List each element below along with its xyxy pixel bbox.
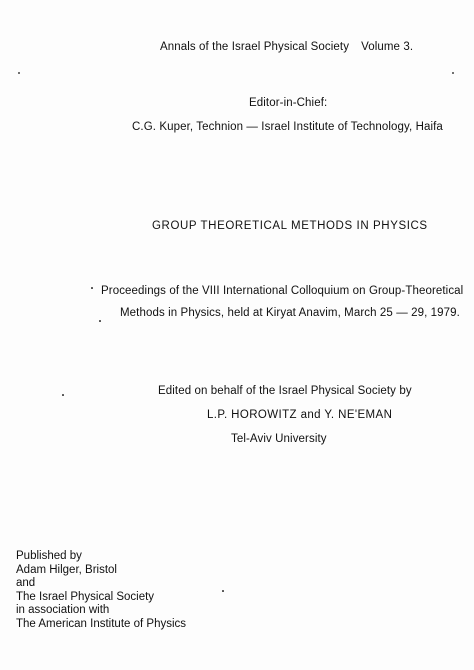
- scan-speck: [99, 320, 101, 322]
- scan-speck: [62, 394, 64, 396]
- publisher-line: in association with: [16, 604, 110, 617]
- scan-speck: [91, 287, 93, 289]
- scan-speck: [222, 590, 224, 592]
- scan-speck: [452, 72, 454, 74]
- book-title: GROUP THEORETICAL METHODS IN PHYSICS: [152, 220, 428, 232]
- edited-by-line: Edited on behalf of the Israel Physical Society by: [158, 385, 412, 397]
- publisher-line: and: [16, 577, 36, 590]
- editor-in-chief-label: Editor-in-Chief:: [249, 97, 328, 109]
- publisher-line: The American Institute of Physics: [16, 617, 187, 630]
- editor-in-chief-name: C.G. Kuper, Technion — Israel Institute of Technology, Haifa: [132, 121, 443, 133]
- publisher-line: The Israel Physical Society: [16, 590, 155, 603]
- editors-affiliation: Tel-Aviv University: [231, 433, 327, 445]
- volume-number: Volume 3.: [361, 41, 414, 53]
- proceedings-line-2: Methods in Physics, held at Kiryat Anavim, March 25 — 29, 1979.: [120, 307, 460, 319]
- publisher-line: Adam Hilger, Bristol: [16, 563, 117, 576]
- series-header: [160, 40, 413, 54]
- publisher-line: Published by: [16, 550, 82, 562]
- scan-speck: [18, 72, 20, 74]
- series-name: Annals of the Israel Physical Society: [160, 41, 350, 53]
- proceedings-line-1: Proceedings of the VIII International Colloquium on Group-Theoretical: [101, 285, 464, 297]
- publisher-block: [16, 550, 186, 632]
- editors-names: L.P. HOROWITZ and Y. NE'EMAN: [207, 409, 393, 421]
